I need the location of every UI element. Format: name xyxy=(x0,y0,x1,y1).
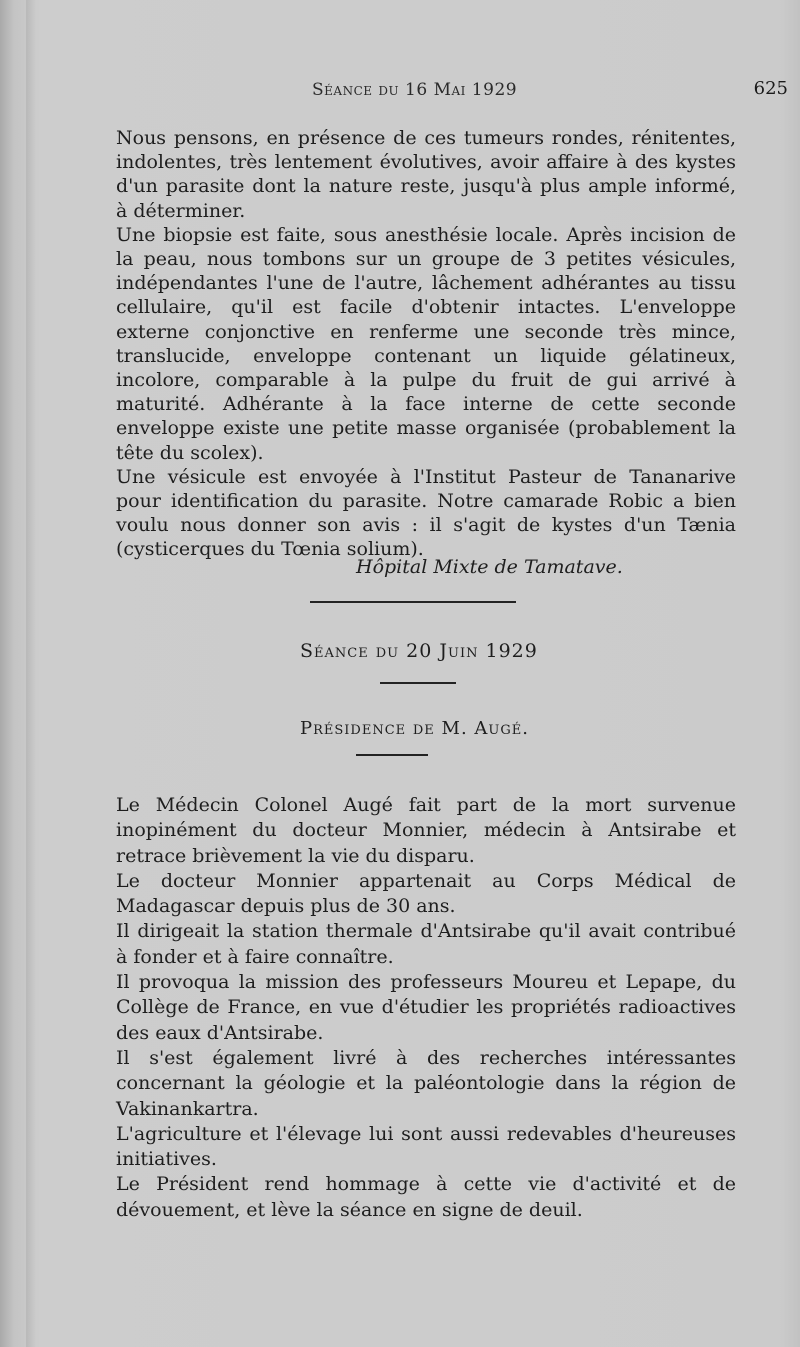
paragraph: Une vésicule est envoyée à l'Institut Pasteur de Tananarive pour identification du parasite. Notre camarade Robic a bien voulu nous donner son avis : il s'agit de kystes d'un Tænia (cysticerques du Tœnia solium). xyxy=(116,465,736,561)
section-title: Séance du 20 Juin 1929 xyxy=(300,640,538,662)
presidence-underline xyxy=(356,754,428,756)
page-number: 625 xyxy=(753,78,788,99)
paragraph: Il s'est également livré à des recherches intéressantes concernant la géologie et la paléontologie dans la région de Vakinankartra. xyxy=(116,1046,736,1120)
first-text-block xyxy=(116,126,736,562)
page-binding-shadow xyxy=(26,0,36,1347)
paragraph: Il provoqua la mission des professeurs Moureu et Lepape, du Collège de France, en vue d'étudier les propriétés radioactives des eaux d'Antsirabe. xyxy=(116,971,736,1044)
second-text-block xyxy=(116,793,736,1223)
paragraph: Le Président rend hommage à cette vie d'activité et de dévouement, et lève la séance en signe de deuil. xyxy=(116,1173,736,1221)
paragraph: Le docteur Monnier appartenait au Corps Médical de Madagascar depuis plus de 30 ans. xyxy=(116,869,736,918)
paragraph: Une biopsie est faite, sous anesthésie locale. Après incision de la peau, nous tombons sur un groupe de 3 petites vésicules, indépendantes l'une de l'autre, lâchement adhérantes au tissu cellulaire, qu'il est facile d'obtenir intactes. L'enveloppe externe conjonctive en renferme une seconde très mince, translucide, enveloppe contenant un liquide gélatineux, incolore, comparable à la pulpe du fruit de gui arrivé à maturité. Adhérante à la face interne de cette seconde enveloppe existe une petite masse organisée (probablement la tête du scolex). xyxy=(116,223,736,464)
presidence-line: Présidence de M. Augé. xyxy=(300,718,529,739)
title-underline xyxy=(380,682,456,684)
running-head: Séance du 16 Mai 1929 xyxy=(312,80,518,100)
signature-line: Hôpital Mixte de Tamatave. xyxy=(356,556,623,578)
paragraph: Le Médecin Colonel Augé fait part de la mort survenue inopinément du docteur Monnier, médecin à Antsirabe et retrace brièvement la vie du disparu. xyxy=(116,794,736,867)
paragraph: L'agriculture et l'élevage lui sont aussi redevables d'heureuses initiatives. xyxy=(116,1122,736,1171)
section-divider xyxy=(310,601,516,603)
paragraph: Nous pensons, en présence de ces tumeurs rondes, rénitentes, indolentes, très lentement évolutives, avoir affaire à des kystes d'un parasite dont la nature reste, jusqu'à plus ample informé, à déterminer. xyxy=(116,127,736,222)
page-header xyxy=(0,78,800,108)
paragraph: Il dirigeait la station thermale d'Antsirabe qu'il avait contribué à fonder et à faire connaître. xyxy=(116,920,736,968)
